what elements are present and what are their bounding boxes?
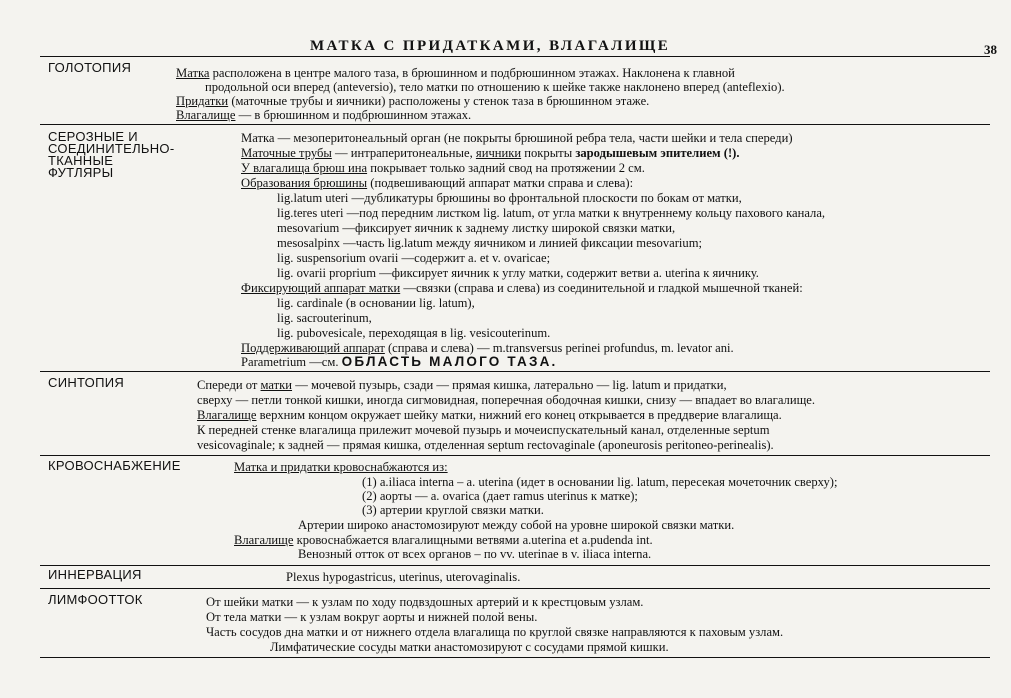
term-uterus: Матка <box>176 66 210 80</box>
serous-line-11 <box>241 281 803 295</box>
term-vagina: Влагалище <box>176 108 236 122</box>
section-label-golotopia: ГОЛОТОПИЯ <box>48 60 132 75</box>
blood-text-6: кровоснабжается влагалищными ветвями a.uterina et a.pudenda int. <box>293 533 653 547</box>
golotopia-text-4: — в брюшинном и подбрюшинном этажах. <box>235 108 472 122</box>
blood-line-3: (2) аорты — a. ovarica (дает ramus uterinus к матке); <box>362 489 638 503</box>
term-peritoneal-formations: Образования брюшины <box>241 176 368 190</box>
section-label-syntopy: СИНТОПИЯ <box>48 375 125 390</box>
section-divider <box>40 588 990 589</box>
serous-text-16: —см. <box>306 355 342 369</box>
serous-line-5: lig.latum uteri —дубликатуры брюшины во фронтальной плоскости по бокам от матки, <box>277 191 742 205</box>
section-label-serous: СЕРОЗНЫЕ И СОЕДИНИТЕЛЬНО- ТКАННЫЕ ФУТЛЯРЫ <box>48 129 175 180</box>
golotopia-line-3 <box>176 94 649 108</box>
golotopia-text-1: расположена в центре малого таза, в брюшинном и подбрюшинном этажах. Наклонена к главной <box>209 66 735 80</box>
serous-text-4: (подвешивающий аппарат матки справа и слева): <box>367 176 634 190</box>
lymph-line-2: От тела матки — к узлам вокруг аорты и нижней полой вены. <box>206 610 538 624</box>
serous-line-2 <box>241 146 740 160</box>
term-vagina-syntopy: Влагалище <box>197 408 257 422</box>
golotopia-line-4 <box>176 108 471 122</box>
syntopy-line-3 <box>197 408 782 422</box>
bottom-rule <box>40 657 990 658</box>
term-tubes: Маточные трубы <box>241 146 332 160</box>
serous-line-10: lig. ovarii proprium —фиксирует яичник к углу матки, содержит ветви a. uterina к яичнику. <box>277 266 759 280</box>
serous-line-1: Матка — мезоперитонеальный орган (не покрыты брюшиной ребра тела, части шейки и тела спереди) <box>241 131 793 145</box>
term-vagina-blood: Влагалище <box>234 533 294 547</box>
term-supporting-apparatus: Поддерживающий аппарат <box>241 341 385 355</box>
lymph-line-1: От шейки матки — к узлам по ходу подвздошных артерий и к крестцовым узлам. <box>206 595 644 609</box>
term-uterus-syntopy: матки <box>260 378 293 392</box>
serous-line-7: mesovarium —фиксирует яичник к заднему листку широкой связки матки, <box>277 221 676 235</box>
syntopy-text-3: верхним концом окружает шейку матки, нижний его конец открывается в преддверие влагалища. <box>256 408 782 422</box>
serous-line-14: lig. pubovesicale, переходящая в lig. vesicouterinum. <box>277 326 551 340</box>
serous-line-4 <box>241 176 633 190</box>
blood-line-4: (3) артерии круглой связки матки. <box>362 503 544 517</box>
serous-line-6: lig.teres uteri —под передним листком lig. latum, от угла матки к внутреннему кольцу пахового канала, <box>277 206 826 220</box>
blood-line-7: Венозный отток от всех органов – по vv. uterinae в v. iliaca interna. <box>298 547 652 561</box>
serous-text-2d: покрыты <box>521 146 576 160</box>
golotopia-line-2: продольной оси вперед (anteversio), тело матки по отношению к шейке также наклонено вперед (anteflexio). <box>205 80 785 94</box>
section-divider <box>40 371 990 372</box>
syntopy-text-1a: Спереди от <box>197 378 261 392</box>
serous-line-13: lig. sacrouterinum, <box>277 311 372 325</box>
serous-line-16 <box>241 355 558 369</box>
syntopy-line-1 <box>197 378 727 392</box>
serous-text-15: (справа и слева) — m.transversus perinei profundus, m. levator ani. <box>384 341 734 355</box>
term-ovaries: яичники <box>475 146 522 160</box>
term-germinal-epithelium: зародышевым эпителием (!). <box>575 146 740 160</box>
lymph-line-3: Часть сосудов дна матки и от нижнего отдела влагалища по круглой связке направляются к паховым узлам. <box>206 625 784 639</box>
blood-line-2: (1) a.iliaca interna – a. uterina (идет в основании lig. latum, пересекая мочеточник сверху); <box>362 475 838 489</box>
syntopy-line-2: сверху — петли тонкой кишки, иногда сигмовидная, поперечная ободочная кишки, снизу — впадает во влагалище. <box>197 393 816 407</box>
section-divider <box>40 455 990 456</box>
page-title: МАТКА С ПРИДАТКАМИ, ВЛАГАЛИЩЕ <box>310 38 671 54</box>
golotopia-text-3: (маточные трубы и яичники) расположены у стенок таза в брюшинном этаже. <box>228 94 650 108</box>
serous-text-3: покрывает только задний свод на протяжении 2 см. <box>367 161 645 175</box>
term-fixing-apparatus: Фиксирующий аппарат матки <box>241 281 401 295</box>
serous-line-8: mesosalpinx —часть lig.latum между яичником и линией фиксации mesovarium; <box>277 236 703 250</box>
serous-line-9: lig. suspensorium ovarii —содержит a. et v. ovaricae; <box>277 251 551 265</box>
serous-text-11: —связки (справа и слева) из соединительной и гладкой мышечной тканей: <box>400 281 803 295</box>
term-parametrium: Parametrium <box>241 355 307 369</box>
section-divider <box>40 565 990 566</box>
serous-text-2b: — интраперитонеальные, <box>331 146 476 160</box>
blood-line-1: Матка и придатки кровоснабжаются из: <box>234 460 448 474</box>
blood-line-5: Артерии широко анастомозируют между собой на уровне широкой связки матки. <box>298 518 735 532</box>
cross-reference-pelvis: ОБЛАСТЬ МАЛОГО ТАЗА. <box>341 354 558 369</box>
header-rule <box>40 56 990 57</box>
syntopy-line-5: vesicovaginale; к задней — прямая кишка, отделенная septum rectovaginale (aponeurosis peritoneo-perinealis). <box>197 438 774 452</box>
innervation-line-1: Plexus hypogastricus, uterinus, uterovaginalis. <box>286 570 521 584</box>
lymph-line-4: Лимфатические сосуды матки анастомозируют с сосудами прямой кишки. <box>270 640 669 654</box>
section-label-lymph: ЛИМФООТТОК <box>48 592 143 607</box>
term-adnexa: Придатки <box>176 94 229 108</box>
section-label-innervation: ИННЕРВАЦИЯ <box>48 567 142 582</box>
serous-line-12: lig. cardinale (в основании lig. latum), <box>277 296 475 310</box>
serous-line-15 <box>241 341 734 355</box>
blood-line-6 <box>234 533 653 547</box>
serous-line-3 <box>241 161 645 175</box>
section-label-blood-supply: КРОВОСНАБЖЕНИЕ <box>48 458 181 473</box>
page-number: 38 <box>984 42 997 57</box>
section-divider <box>40 124 990 125</box>
term-vaginal-peritoneum: У влагалища брюш ина <box>241 161 368 175</box>
golotopia-line-1 <box>176 66 735 80</box>
syntopy-text-1c: — мочевой пузырь, сзади — прямая кишка, латерально — lig. latum и придатки, <box>292 378 727 392</box>
syntopy-line-4: К передней стенке влагалища прилежит мочевой пузырь и мочеиспускательный канал, отделенные septum <box>197 423 770 437</box>
